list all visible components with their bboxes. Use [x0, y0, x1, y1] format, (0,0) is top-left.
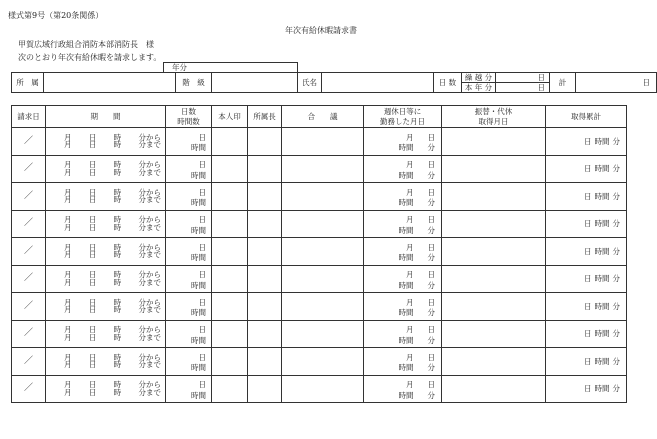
days-hours-cell[interactable]: [166, 375, 212, 403]
day-unit: 日: [427, 380, 435, 390]
hours-unit: 時間: [594, 356, 610, 366]
weekly-rest-cell[interactable]: [364, 128, 442, 156]
request-row: [12, 128, 627, 156]
minutes-unit: 分: [427, 253, 435, 263]
day-unit: 日: [584, 164, 592, 173]
day-unit: 日: [427, 297, 435, 307]
period-from-line: 月 日 時 分から: [64, 132, 161, 142]
substitute-cell[interactable]: [442, 265, 546, 293]
form-number: 様式第9号（第20条関係）: [8, 11, 104, 20]
hours-unit: 時間: [398, 390, 414, 400]
hours-unit: 時間: [398, 280, 414, 290]
hours-unit: 時間: [191, 280, 206, 290]
day-unit: 日: [198, 325, 206, 335]
chief-cell[interactable]: [248, 155, 282, 183]
period-from-line: 月 日 時 分から: [64, 270, 161, 280]
minutes-unit: 分: [612, 219, 620, 228]
hours-unit: 時間: [594, 301, 610, 311]
request-row: [12, 183, 627, 211]
day-unit: 日: [584, 191, 592, 201]
day-unit: 日: [198, 270, 206, 280]
col-days-hours: [166, 106, 212, 128]
minutes-unit: 分: [612, 301, 620, 311]
day-unit: 日: [198, 297, 206, 307]
day-unit: 日: [198, 187, 206, 197]
hours-unit: 時間: [594, 191, 610, 201]
period-cell[interactable]: [46, 155, 166, 183]
period-from-line: 月 日 時 分から: [64, 160, 161, 170]
period-until-line: 月 日 時 分まで: [64, 250, 161, 260]
chief-cell[interactable]: [248, 348, 282, 376]
col-request-date: 請求日: [12, 106, 46, 128]
seal-cell[interactable]: [212, 183, 248, 211]
date-slash: ／: [23, 190, 33, 201]
minutes-unit: 分: [612, 384, 620, 393]
month-unit: 月: [406, 380, 414, 390]
council-cell[interactable]: [282, 293, 364, 321]
period-from-line: 月 日 時 分から: [64, 325, 161, 335]
month-unit: 月: [406, 325, 414, 335]
days-hours-cell[interactable]: [166, 210, 212, 238]
cumulative-cell[interactable]: [546, 320, 627, 348]
col-cumulative: 取得累計: [546, 106, 627, 128]
request-table: [11, 105, 627, 403]
minutes-unit: 分: [427, 198, 435, 208]
hours-unit: 時間: [398, 170, 414, 180]
hours-unit: 時間: [191, 143, 206, 153]
date-slash: ／: [23, 328, 33, 339]
day-unit: 日: [198, 132, 206, 142]
cumulative-cell[interactable]: [546, 293, 627, 321]
day-unit: 日: [584, 274, 592, 283]
month-unit: 月: [406, 132, 414, 142]
weekly-rest-cell[interactable]: [364, 375, 442, 403]
seal-cell[interactable]: [212, 375, 248, 403]
hours-unit: 時間: [594, 274, 610, 283]
form-title: 年次有給休暇請求書: [285, 26, 357, 35]
hours-unit: 時間: [398, 198, 414, 208]
header-table: [11, 62, 657, 93]
council-cell[interactable]: [282, 183, 364, 211]
period-cell[interactable]: [46, 320, 166, 348]
minutes-unit: 分: [612, 246, 620, 256]
day-unit: 日: [198, 215, 206, 225]
request-date-cell[interactable]: [12, 348, 46, 376]
minutes-unit: 分: [427, 308, 435, 318]
hours-unit: 時間: [594, 329, 610, 338]
period-until-line: 月 日 時 分まで: [64, 222, 161, 232]
year-label: 年分: [172, 62, 187, 72]
minutes-unit: 分: [427, 390, 435, 400]
minutes-unit: 分: [427, 363, 435, 373]
day-unit: 日: [427, 160, 435, 170]
minutes-unit: 分: [427, 170, 435, 180]
col-days-line: 日数: [181, 107, 196, 116]
seal-cell[interactable]: [212, 238, 248, 266]
date-slash: ／: [23, 300, 33, 311]
cumulative-cell[interactable]: [546, 375, 627, 403]
weekly-rest-cell[interactable]: [364, 265, 442, 293]
month-unit: 月: [406, 297, 414, 307]
total-label: 計: [550, 73, 576, 93]
days-label: 日 数: [434, 73, 462, 93]
month-unit: 月: [406, 215, 414, 225]
col-weekly-rest-line2: 勤務した月日: [380, 116, 425, 126]
col-substitute-line2: 取得月日: [478, 116, 509, 126]
period-until-line: 月 日 時 分まで: [64, 305, 161, 315]
current-year-days-field[interactable]: [496, 83, 550, 93]
days-hours-cell[interactable]: [166, 293, 212, 321]
substitute-cell[interactable]: [442, 320, 546, 348]
hours-unit: 時間: [398, 253, 414, 263]
date-slash: ／: [23, 245, 33, 256]
minutes-unit: 分: [427, 280, 435, 290]
seal-cell[interactable]: [212, 210, 248, 238]
hours-unit: 時間: [191, 390, 206, 400]
request-date-cell[interactable]: [12, 293, 46, 321]
date-slash: ／: [23, 135, 33, 146]
request-row: [12, 265, 627, 293]
day-unit: 日: [427, 242, 435, 252]
council-cell[interactable]: [282, 155, 364, 183]
day-unit: 日: [584, 219, 592, 228]
rank-label: 階 級: [176, 73, 212, 93]
rank-field[interactable]: [212, 73, 298, 93]
hours-unit: 時間: [191, 308, 206, 318]
period-cell[interactable]: [46, 210, 166, 238]
days-hours-cell[interactable]: [166, 320, 212, 348]
period-from-line: 月 日 時 分から: [64, 215, 161, 225]
weekly-rest-cell[interactable]: [364, 183, 442, 211]
day-unit: 日: [584, 301, 592, 311]
day-unit: 日: [427, 215, 435, 225]
council-cell[interactable]: [282, 128, 364, 156]
seal-cell[interactable]: [212, 155, 248, 183]
days-hours-cell[interactable]: [166, 128, 212, 156]
minutes-unit: 分: [612, 356, 620, 366]
day-unit: 日: [642, 77, 650, 87]
request-row: [12, 155, 627, 183]
weekly-rest-cell[interactable]: [364, 320, 442, 348]
period-cell[interactable]: [46, 265, 166, 293]
cumulative-cell[interactable]: [546, 265, 627, 293]
month-unit: 月: [406, 242, 414, 252]
chief-cell[interactable]: [248, 293, 282, 321]
days-hours-cell[interactable]: [166, 155, 212, 183]
substitute-cell[interactable]: [442, 293, 546, 321]
council-cell[interactable]: [282, 265, 364, 293]
day-unit: 日: [584, 329, 592, 338]
date-slash: ／: [23, 383, 33, 394]
period-cell[interactable]: [46, 128, 166, 156]
hours-unit: 時間: [191, 253, 206, 263]
council-cell[interactable]: [282, 238, 364, 266]
period-cell[interactable]: [46, 183, 166, 211]
hours-unit: 時間: [594, 246, 610, 256]
chief-cell[interactable]: [248, 210, 282, 238]
minutes-unit: 分: [612, 274, 620, 283]
day-unit: 日: [584, 136, 592, 146]
day-unit: 日: [427, 325, 435, 335]
col-seal: 本人印: [212, 106, 248, 128]
council-cell[interactable]: [282, 348, 364, 376]
col-substitute-line1: 振替・代休: [474, 107, 513, 116]
name-field[interactable]: [322, 73, 434, 93]
hours-unit: 時間: [398, 143, 414, 153]
period-until-line: 月 日 時 分まで: [64, 167, 161, 177]
minutes-unit: 分: [427, 225, 435, 235]
request-row: [12, 375, 627, 403]
substitute-cell[interactable]: [442, 375, 546, 403]
request-date-cell[interactable]: [12, 183, 46, 211]
weekly-rest-cell[interactable]: [364, 155, 442, 183]
weekly-rest-cell[interactable]: [364, 293, 442, 321]
period-until-line: 月 日 時 分まで: [64, 277, 161, 287]
substitute-cell[interactable]: [442, 348, 546, 376]
minutes-unit: 分: [427, 143, 435, 153]
request-row: [12, 348, 627, 376]
day-unit: 日: [427, 187, 435, 197]
request-row: [12, 210, 627, 238]
day-unit: 日: [198, 380, 206, 390]
request-date-cell[interactable]: [12, 128, 46, 156]
period-cell[interactable]: [46, 238, 166, 266]
date-slash: ／: [23, 218, 33, 229]
minutes-unit: 分: [612, 136, 620, 146]
substitute-cell[interactable]: [442, 238, 546, 266]
day-unit: 日: [427, 352, 435, 362]
day-unit: 日: [198, 352, 206, 362]
col-chief: 所属長: [248, 106, 282, 128]
col-hours-line: 時間数: [177, 116, 200, 126]
date-slash: ／: [23, 355, 33, 366]
seal-cell[interactable]: [212, 265, 248, 293]
cumulative-cell[interactable]: [546, 183, 627, 211]
seal-cell[interactable]: [212, 320, 248, 348]
day-unit: 日: [537, 72, 545, 82]
addressee: 甲賀広域行政組合消防本部消防長 様: [18, 40, 154, 49]
day-unit: 日: [584, 356, 592, 366]
minutes-unit: 分: [612, 164, 620, 173]
chief-cell[interactable]: [248, 128, 282, 156]
weekly-rest-cell[interactable]: [364, 210, 442, 238]
col-weekly-rest: [364, 106, 442, 128]
council-cell[interactable]: [282, 375, 364, 403]
substitute-cell[interactable]: [442, 155, 546, 183]
period-from-line: 月 日 時 分から: [64, 297, 161, 307]
hours-unit: 時間: [594, 164, 610, 173]
name-label: 氏名: [298, 73, 322, 93]
hours-unit: 時間: [191, 225, 206, 235]
month-unit: 月: [406, 187, 414, 197]
request-date-cell[interactable]: [12, 238, 46, 266]
request-date-cell[interactable]: [12, 265, 46, 293]
col-weekly-rest-line1: 週休日等に: [383, 107, 422, 116]
hours-unit: 時間: [191, 363, 206, 373]
day-unit: 日: [537, 82, 545, 92]
hours-unit: 時間: [594, 384, 610, 393]
weekly-rest-cell[interactable]: [364, 238, 442, 266]
weekly-rest-cell[interactable]: [364, 348, 442, 376]
period-from-line: 月 日 時 分から: [64, 187, 161, 197]
chief-cell[interactable]: [248, 320, 282, 348]
period-until-line: 月 日 時 分まで: [64, 360, 161, 370]
council-cell[interactable]: [282, 320, 364, 348]
hours-unit: 時間: [398, 363, 414, 373]
cumulative-cell[interactable]: [546, 128, 627, 156]
cumulative-cell[interactable]: [546, 210, 627, 238]
request-row: [12, 320, 627, 348]
chief-cell[interactable]: [248, 238, 282, 266]
day-unit: 日: [427, 132, 435, 142]
period-until-line: 月 日 時 分まで: [64, 387, 161, 397]
month-unit: 月: [406, 160, 414, 170]
seal-cell[interactable]: [212, 293, 248, 321]
cumulative-cell[interactable]: [546, 348, 627, 376]
hours-unit: 時間: [398, 225, 414, 235]
hours-unit: 時間: [191, 335, 206, 345]
period-until-line: 月 日 時 分まで: [64, 195, 161, 205]
seal-cell[interactable]: [212, 348, 248, 376]
month-unit: 月: [406, 352, 414, 362]
days-hours-cell[interactable]: [166, 265, 212, 293]
period-from-line: 月 日 時 分から: [64, 352, 161, 362]
month-unit: 月: [406, 270, 414, 280]
date-slash: ／: [23, 273, 33, 284]
request-row: [12, 238, 627, 266]
date-slash: ／: [23, 163, 33, 174]
col-council: 合 議: [282, 106, 364, 128]
carryover-label: 繰 越 分: [462, 73, 496, 83]
chief-cell[interactable]: [248, 183, 282, 211]
chief-cell[interactable]: [248, 375, 282, 403]
carryover-days-field[interactable]: [496, 73, 550, 83]
current-year-label: 本 年 分: [462, 83, 496, 93]
day-unit: 日: [198, 242, 206, 252]
chief-cell[interactable]: [248, 265, 282, 293]
period-until-line: 月 日 時 分まで: [64, 140, 161, 150]
period-from-line: 月 日 時 分から: [64, 242, 161, 252]
day-unit: 日: [198, 160, 206, 170]
period-until-line: 月 日 時 分まで: [64, 332, 161, 342]
council-cell[interactable]: [282, 210, 364, 238]
col-period: 期 間: [46, 106, 166, 128]
affiliation-field[interactable]: [44, 73, 176, 93]
cumulative-cell[interactable]: [546, 238, 627, 266]
day-unit: 日: [584, 246, 592, 256]
intro-text: 次のとおり年次有給休暇を請求します。: [18, 53, 162, 62]
period-from-line: 月 日 時 分から: [64, 380, 161, 390]
request-date-cell[interactable]: [12, 320, 46, 348]
hours-unit: 時間: [191, 198, 206, 208]
day-unit: 日: [427, 270, 435, 280]
seal-cell[interactable]: [212, 128, 248, 156]
days-hours-cell[interactable]: [166, 348, 212, 376]
request-row: [12, 293, 627, 321]
minutes-unit: 分: [612, 329, 620, 338]
hours-unit: 時間: [398, 308, 414, 318]
hours-unit: 時間: [191, 170, 206, 180]
request-date-cell[interactable]: [12, 375, 46, 403]
hours-unit: 時間: [594, 219, 610, 228]
substitute-cell[interactable]: [442, 183, 546, 211]
days-hours-cell[interactable]: [166, 183, 212, 211]
request-date-cell[interactable]: [12, 155, 46, 183]
col-substitute: [442, 106, 546, 128]
substitute-cell[interactable]: [442, 210, 546, 238]
period-cell[interactable]: [46, 375, 166, 403]
period-cell[interactable]: [46, 293, 166, 321]
total-days-field[interactable]: [576, 73, 657, 93]
cumulative-cell[interactable]: [546, 155, 627, 183]
day-unit: 日: [584, 384, 592, 393]
request-date-cell[interactable]: [12, 210, 46, 238]
minutes-unit: 分: [612, 191, 620, 201]
hours-unit: 時間: [594, 136, 610, 146]
substitute-cell[interactable]: [442, 128, 546, 156]
hours-unit: 時間: [398, 335, 414, 345]
days-hours-cell[interactable]: [166, 238, 212, 266]
minutes-unit: 分: [427, 335, 435, 345]
period-cell[interactable]: [46, 348, 166, 376]
affiliation-label: 所 属: [12, 73, 44, 93]
